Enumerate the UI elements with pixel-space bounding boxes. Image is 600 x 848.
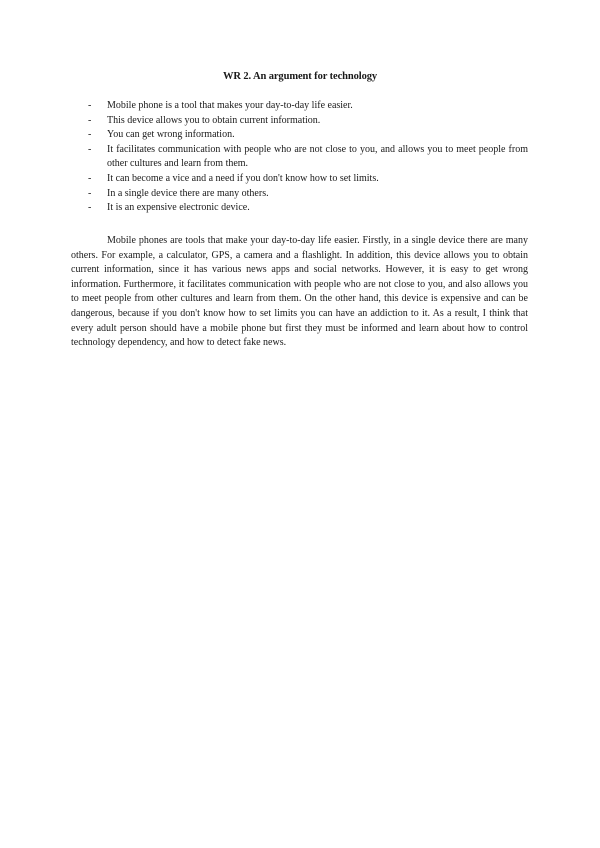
- bullet-text: It facilitates communication with people who are not close to you, and allows you to meet people from other cultures and learn from them.: [107, 143, 528, 170]
- bullet-text: It can become a vice and a need if you don't know how to set limits.: [107, 172, 379, 184]
- bullet-marker: -: [88, 202, 92, 214]
- bullet-text: This device allows you to obtain current information.: [107, 114, 321, 126]
- body-paragraph: Mobile phones are tools that make your day-to-day life easier. Firstly, in a single device there are many others. For example, a calculator, GPS, a camera and a flashlight. In addition, this device allows you to obtain current information, since it has various news apps and social networks. However, it is easy to get wrong information. Furthermore, it facilitates communication with people who are not close to you, and also allows you to meet people from other cultures and learn from them. On the other hand, this device is expensive and can be dangerous, because if you don't know how to set limits you can have an addiction to it. As a result, I think that every adult person should have a mobile phone but first they must be informed and learn about how to control technology dependency, and how to detect fake news.: [71, 235, 528, 349]
- bullet-text: In a single device there are many others.: [107, 187, 269, 199]
- bullet-marker: -: [88, 143, 92, 155]
- bullet-item: [88, 172, 528, 187]
- bullet-marker: -: [88, 187, 92, 199]
- bullet-marker: -: [88, 129, 92, 141]
- bullet-item: [88, 128, 528, 143]
- bullet-marker: -: [88, 100, 92, 111]
- bullet-item: [88, 143, 528, 172]
- bullet-text: Mobile phone is a tool that makes your day-to-day life easier.: [107, 100, 353, 111]
- document-title: WR 2. An argument for technology: [222, 71, 378, 82]
- bullet-list: [88, 99, 528, 216]
- bullet-item: [88, 114, 528, 129]
- bullet-text: You can get wrong information.: [107, 129, 235, 141]
- bullet-item: [88, 187, 528, 202]
- bullet-text: It is an expensive electronic device.: [107, 202, 250, 214]
- bullet-item: [88, 99, 528, 114]
- bullet-marker: -: [88, 114, 92, 126]
- bullet-marker: -: [88, 172, 92, 184]
- bullet-item: [88, 201, 528, 216]
